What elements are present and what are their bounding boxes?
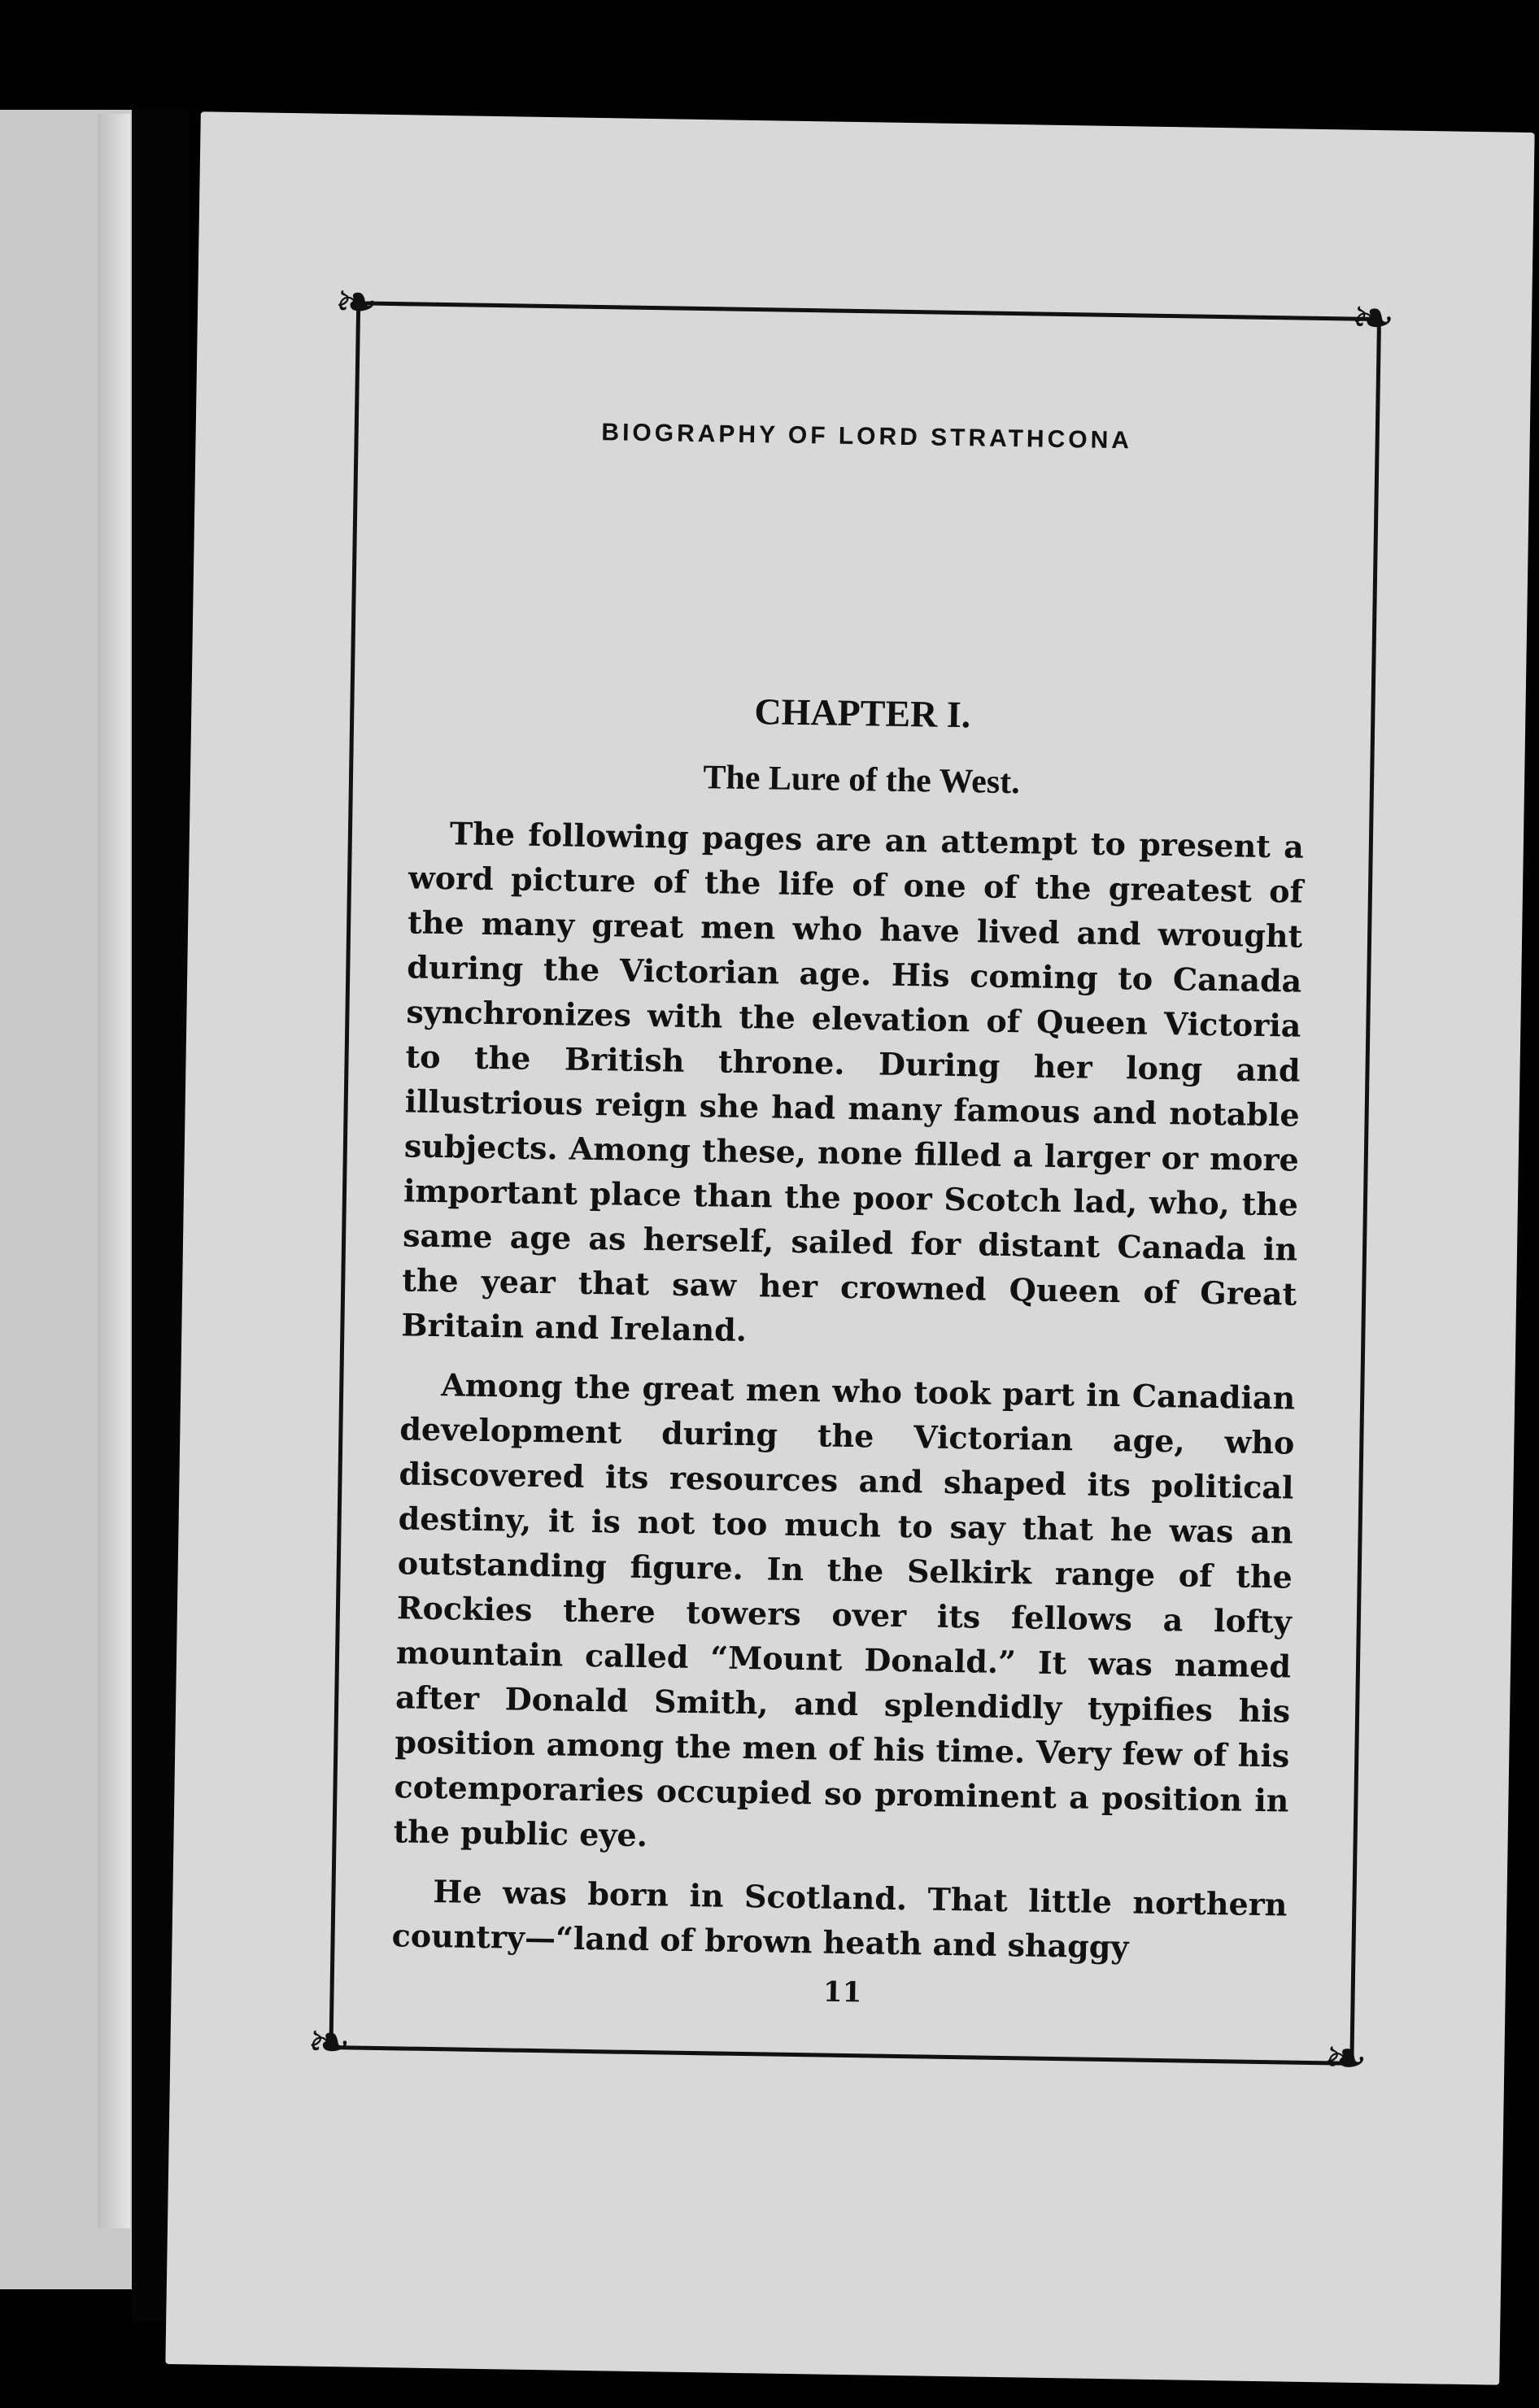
page-number: 11 xyxy=(822,1975,862,2010)
chapter-title: CHAPTER I. xyxy=(754,690,971,736)
paragraph: The following pages are an attempt to present a word picture of the life of one of the greatest of the many great men who have lived and wrought during the Victorian age. His coming to Canada synchronizes with the elevation of Queen Victoria to the British throne. During her long and illustrious reign she had many famous and notable subjects. Among these, none filled a larger or more important place than the poor Scotch lad, who, the same age as herself, sailed for distant Canada in the year that saw her crowned Queen of Great Britain and Ireland. xyxy=(401,815,1305,1349)
paragraph: Among the great men who took part in Canadian development during the Victorian age, who discovered its resources and shaped its political destiny, it is not too much to say that he was an outstanding figure. In the Selkirk range of the Rockies there towers over its fellows a lofty mountain called “Mount Donald.” It was named after Donald Smith, and splendidly typifies his position among the men of his time. Very few of his cotemporaries occupied so prominent a position in the public eye. xyxy=(393,1366,1296,1854)
paragraph: He was born in Scotland. That little northern country—“land of brown heath and shaggy xyxy=(391,1873,1288,1966)
chapter-subtitle: The Lure of the West. xyxy=(703,759,1021,802)
body-text xyxy=(391,810,1304,1986)
corner-ornament-icon: ❧ xyxy=(334,272,379,333)
book-page xyxy=(165,111,1534,2384)
facing-page-edge xyxy=(98,114,130,2228)
corner-ornament-icon: ❧ xyxy=(1350,288,1396,350)
corner-ornament-icon: ❧ xyxy=(1323,2028,1368,2090)
corner-ornament-icon: ❧ xyxy=(306,2012,351,2074)
running-head: BIOGRAPHY OF LORD STRATHCONA xyxy=(601,419,1133,455)
